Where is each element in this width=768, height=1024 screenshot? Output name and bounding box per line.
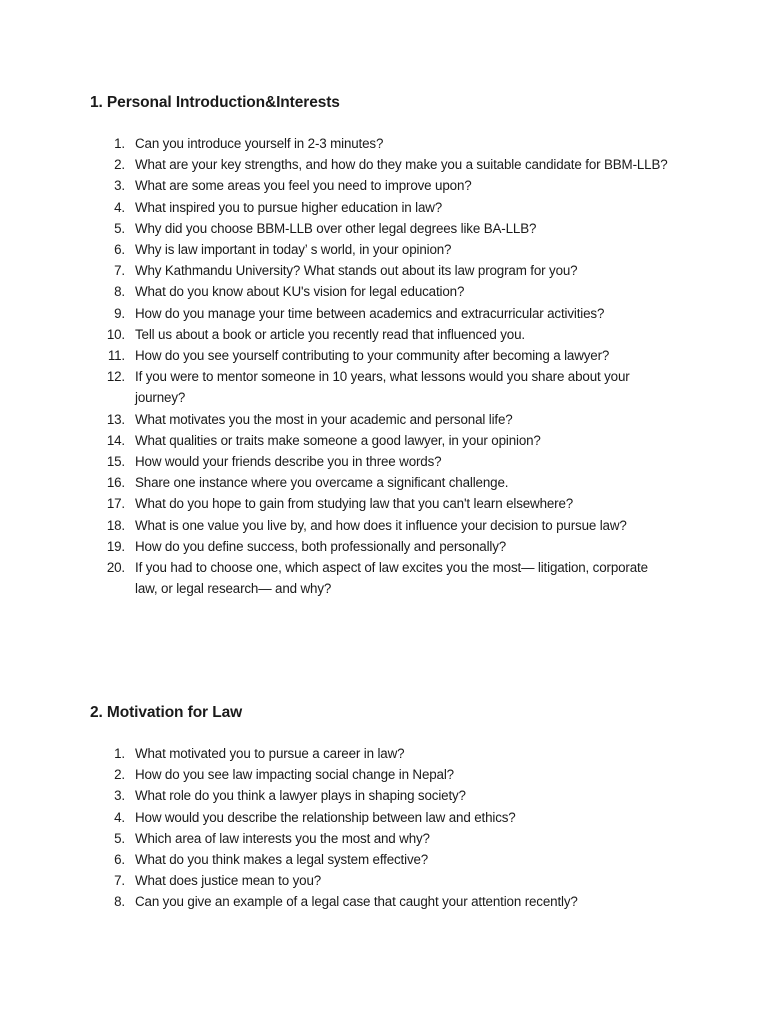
- question-item: [0, 557, 768, 599]
- question-text: What do you know about KU's vision for legal education?: [135, 284, 465, 300]
- question-item: [0, 366, 768, 408]
- question-item: [0, 472, 768, 493]
- question-number: 9.: [114, 305, 125, 321]
- question-number: 3.: [114, 788, 125, 804]
- question-item: [0, 197, 768, 218]
- question-number: 3.: [114, 178, 125, 194]
- question-text: What are your key strengths, and how do they make you a suitable candidate for BBM-LLB?: [135, 157, 668, 173]
- question-text: Can you introduce yourself in 2-3 minutes?: [135, 136, 384, 151]
- question-item: [0, 409, 768, 430]
- question-number: 7.: [114, 873, 125, 889]
- question-number: 20.: [106, 560, 125, 576]
- question-number: 4.: [114, 199, 125, 215]
- question-text: Tell us about a book or article you recently read that influenced you.: [135, 326, 525, 342]
- question-text: What do you think makes a legal system effective?: [135, 852, 429, 868]
- question-item: [0, 345, 768, 366]
- question-text: What motivates you the most in your academic and personal life?: [135, 411, 513, 427]
- question-item: [0, 133, 768, 154]
- question-number: 7.: [114, 263, 125, 279]
- question-number: 2.: [114, 157, 125, 173]
- question-item: [0, 785, 768, 806]
- question-text: Share one instance where you overcame a significant challenge.: [135, 475, 509, 491]
- question-number: 16.: [106, 475, 125, 491]
- question-item: [0, 764, 768, 785]
- question-text: What inspired you to pursue higher education in law?: [135, 199, 443, 215]
- question-text: What motivated you to pursue a career in law?: [135, 746, 405, 761]
- question-number: 10.: [106, 326, 125, 342]
- question-number: 6.: [114, 242, 125, 258]
- question-item: [0, 870, 768, 891]
- question-number: 5.: [114, 830, 125, 846]
- section-heading: 1. Personal Introduction&Interests: [90, 94, 340, 111]
- question-number: 8.: [114, 894, 125, 910]
- section-heading: 2. Motivation for Law: [90, 704, 243, 721]
- question-text: If you had to choose one, which aspect of law excites you the most— litigation, corporate law, or legal research— and why?: [135, 560, 648, 597]
- question-item: [0, 239, 768, 260]
- question-number: 15.: [106, 454, 125, 470]
- question-number: 12.: [106, 369, 125, 385]
- question-text: How do you manage your time between academics and extracurricular activities?: [135, 305, 605, 321]
- question-text: What are some areas you feel you need to improve upon?: [135, 178, 472, 194]
- question-text: If you were to mentor someone in 10 years, what lessons would you share about your journey?: [135, 369, 630, 406]
- question-number: 14.: [106, 432, 125, 448]
- question-text: What do you hope to gain from studying law that you can't learn elsewhere?: [135, 496, 574, 512]
- question-text: How do you define success, both professionally and personally?: [135, 538, 507, 554]
- question-number: 19.: [106, 538, 125, 554]
- question-item: [0, 430, 768, 451]
- question-item: [0, 493, 768, 514]
- question-text: How would your friends describe you in three words?: [135, 454, 442, 470]
- question-text: Why did you choose BBM-LLB over other legal degrees like BA-LLB?: [135, 220, 537, 236]
- question-text: Why Kathmandu University? What stands out about its law program for you?: [135, 263, 578, 279]
- question-text: What is one value you live by, and how does it influence your decision to pursue law?: [135, 517, 627, 533]
- question-text: Can you give an example of a legal case that caught your attention recently?: [135, 894, 578, 910]
- question-text: How would you describe the relationship between law and ethics?: [135, 809, 516, 825]
- question-number: 17.: [106, 496, 125, 512]
- question-text: Why is law important in today’ s world, in your opinion?: [135, 242, 452, 258]
- question-text: How do you see law impacting social change in Nepal?: [135, 767, 454, 783]
- question-number: 2.: [114, 767, 125, 783]
- question-number: 5.: [114, 220, 125, 236]
- question-item: [0, 743, 768, 764]
- question-item: [0, 324, 768, 345]
- question-item: [0, 807, 768, 828]
- question-text: What qualities or traits make someone a good lawyer, in your opinion?: [135, 432, 541, 448]
- question-number: 1.: [114, 746, 125, 761]
- question-number: 1.: [114, 136, 125, 151]
- question-text: Which area of law interests you the most and why?: [135, 830, 430, 846]
- question-text: What role do you think a lawyer plays in shaping society?: [135, 788, 466, 804]
- question-list: [0, 743, 768, 913]
- question-item: [0, 154, 768, 175]
- question-text: How do you see yourself contributing to your community after becoming a lawyer?: [135, 348, 610, 364]
- question-number: 6.: [114, 852, 125, 868]
- question-item: [0, 218, 768, 239]
- question-item: [0, 536, 768, 557]
- question-list: [0, 133, 768, 599]
- question-item: [0, 828, 768, 849]
- question-item: [0, 451, 768, 472]
- question-item: [0, 849, 768, 870]
- question-item: [0, 281, 768, 302]
- question-number: 11.: [107, 348, 125, 364]
- question-item: [0, 303, 768, 324]
- question-item: [0, 515, 768, 536]
- question-number: 4.: [114, 809, 125, 825]
- question-item: [0, 260, 768, 281]
- question-item: [0, 175, 768, 196]
- question-text: What does justice mean to you?: [135, 873, 322, 889]
- question-item: [0, 891, 768, 912]
- question-number: 8.: [114, 284, 125, 300]
- question-number: 13.: [106, 411, 125, 427]
- question-number: 18.: [106, 517, 125, 533]
